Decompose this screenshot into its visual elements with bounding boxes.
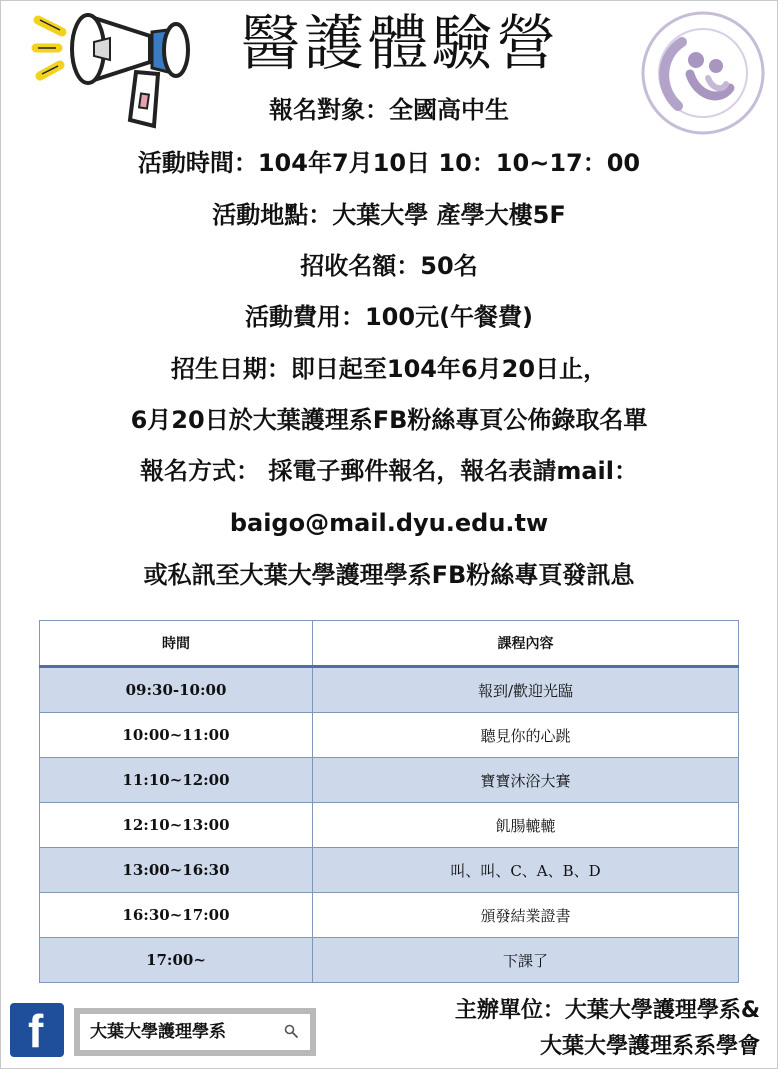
row-time: 13:00~16:30 — [40, 848, 313, 893]
row-content: 報到/歡迎光臨 — [313, 667, 739, 713]
page-title: 醫護體驗營 — [240, 9, 560, 79]
facebook-search-box[interactable] — [74, 1008, 316, 1056]
info-email[interactable]: baigo@mail.dyu.edu.tw — [229, 509, 549, 537]
info-enrollment-dates: 招生日期：即日起至104年6月20日止， — [170, 355, 608, 383]
info-time: 活動時間：104年7月10日 10：10~17：00 — [137, 149, 641, 177]
search-icon — [284, 1024, 298, 1038]
facebook-search-field[interactable] — [80, 1014, 310, 1050]
table-header-row — [40, 621, 739, 667]
row-time: 11:10~12:00 — [40, 758, 313, 803]
info-signup-method: 報名方式： 採電子郵件報名，報名表請mail： — [139, 457, 638, 485]
organizer-line-1: 主辦單位：大葉大學護理學系& — [454, 998, 760, 1023]
info-fb-message: 或私訊至大葉大學護理學系FB粉絲專頁發訊息 — [143, 561, 635, 589]
header-content: 課程內容 — [313, 621, 739, 667]
table-row — [40, 938, 739, 983]
row-content: 叫、叫、C、A、B、D — [313, 848, 739, 893]
row-content: 下課了 — [313, 938, 739, 983]
row-content: 寶寶沐浴大賽 — [313, 758, 739, 803]
row-content: 飢腸轆轆 — [313, 803, 739, 848]
row-time: 09:30-10:00 — [40, 667, 313, 713]
table-row — [40, 803, 739, 848]
table-row — [40, 713, 739, 758]
row-content: 頒發結業證書 — [313, 893, 739, 938]
row-time: 17:00~ — [40, 938, 313, 983]
row-time: 10:00~11:00 — [40, 713, 313, 758]
row-content: 聽見你的心跳 — [313, 713, 739, 758]
row-time: 16:30~17:00 — [40, 893, 313, 938]
info-location: 活動地點：大葉大學 產學大樓5F — [212, 201, 566, 229]
info-quota: 招收名額：50名 — [300, 252, 478, 280]
table-row — [40, 893, 739, 938]
info-announcement: 6月20日於大葉護理系FB粉絲專頁公佈錄取名單 — [130, 406, 648, 434]
header-time: 時間 — [40, 621, 313, 667]
facebook-icon[interactable]: f — [10, 1003, 64, 1057]
info-target: 報名對象：全國高中生 — [269, 96, 509, 124]
info-fee: 活動費用：100元(午餐費) — [244, 303, 534, 331]
table-row — [40, 667, 739, 713]
row-time: 12:10~13:00 — [40, 803, 313, 848]
schedule-table — [39, 620, 739, 983]
organizer-line-2: 大葉大學護理系系學會 — [539, 1034, 760, 1059]
table-row — [40, 758, 739, 803]
table-row — [40, 848, 739, 893]
facebook-search-text: 大葉大學護理學系 — [90, 1022, 226, 1042]
